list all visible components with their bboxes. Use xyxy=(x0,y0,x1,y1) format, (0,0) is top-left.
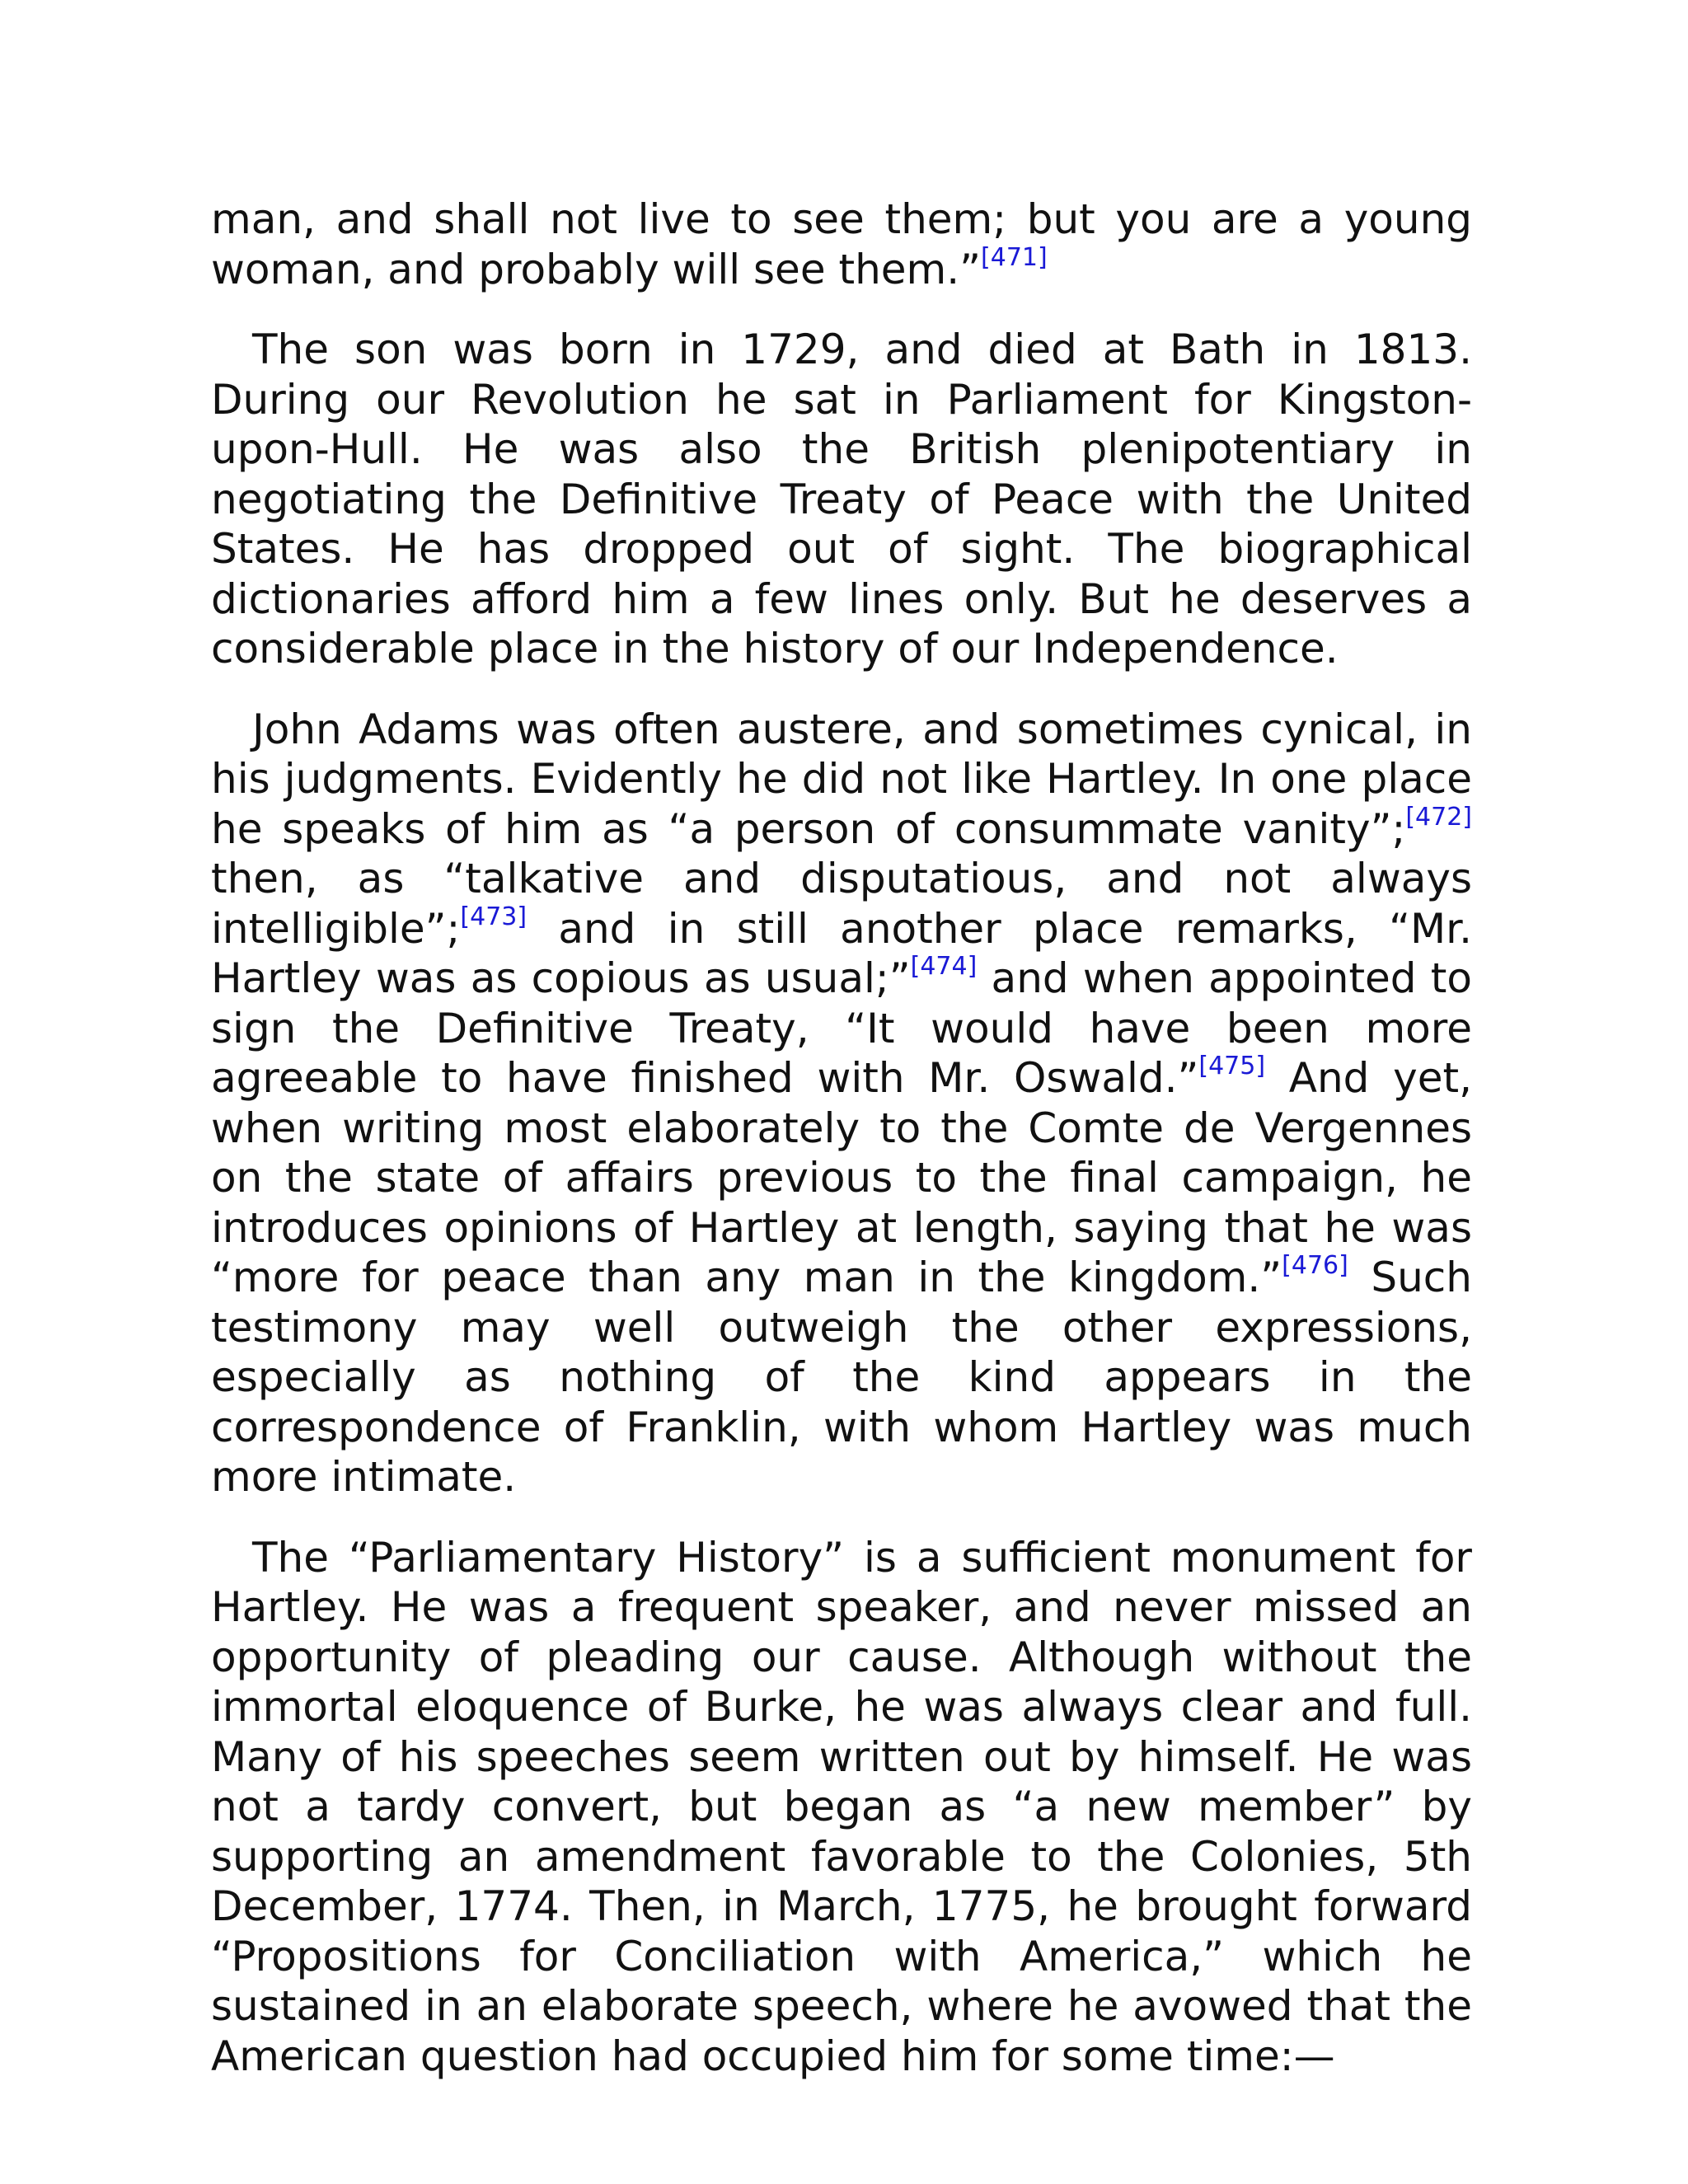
document-page xyxy=(211,194,1472,2111)
paragraph-text: The “Parliamentary History” is a sufficient monument for Hartley. He was a frequent speaker, and never missed an opportunity of pleading our cause. Although without the immortal eloquence of Burke, he was always clear and full. Many of his speeches seem written out by himself. He was not a tardy convert, but began as “a new member” by supporting an amendment favorable to the Colonies, 5th December, 1774. Then, in March, 1775, he brought forward “Propositions for Conciliation with America,” which he sustained in an elaborate speech, where he avowed that the American question had occupied him for some time:— xyxy=(211,1533,1472,2080)
footnote-link-476[interactable]: [476] xyxy=(1282,1251,1348,1280)
footnote-link-475[interactable]: [475] xyxy=(1198,1052,1266,1080)
paragraph-text: And yet, when writing most elaborately to the Comte de Vergennes on the state of affairs previous to the final campaign, he introduces opinions of Hartley at length, saying that he was “more for peace than any man in the kingdom.” xyxy=(211,1054,1472,1301)
paragraph-text: and in still another place remarks, “Mr. Hartley was as copious as usual;” xyxy=(211,904,1472,1002)
paragraph-text: Such testimony may well outweigh the other expressions, especially as nothing of the kind appears in the correspondence of Franklin, with whom Hartley was much more intimate. xyxy=(211,1254,1472,1501)
paragraph-4 xyxy=(211,1533,1472,2082)
paragraph-text: The son was born in 1729, and died at Bath in 1813. During our Revolution he sat in Parliament for Kingston-upon-Hull. He was also the British plenipotentiary in negotiating the Definitive Treaty of Peace with the United States. He has dropped out of sight. The biographical dictionaries afford him a few lines only. But he deserves a considerable place in the history of our Independence. xyxy=(211,326,1472,673)
paragraph-text: then, as “talkative and disputatious, and not always intelligible”; xyxy=(211,855,1472,953)
paragraph-text: man, and shall not live to see them; but you are a young woman, and probably will see them.” xyxy=(211,195,1472,293)
paragraph-1 xyxy=(211,194,1472,294)
paragraph-3 xyxy=(211,705,1472,1502)
footnote-link-471[interactable]: [471] xyxy=(981,242,1048,272)
paragraph-text: John Adams was often austere, and sometimes cynical, in his judgments. Evidently he did not like Hartley. In one place he speaks of him as “a person of consummate vanity”; xyxy=(211,705,1472,853)
paragraph-2 xyxy=(211,325,1472,674)
paragraph-text: and when appointed to sign the Definitive Treaty, “It would have been more agreeable to have finished with Mr. Oswald.” xyxy=(211,954,1472,1102)
footnote-link-472[interactable]: [472] xyxy=(1405,802,1472,832)
footnote-link-474[interactable]: [474] xyxy=(910,952,978,981)
footnote-link-473[interactable]: [473] xyxy=(460,902,528,931)
